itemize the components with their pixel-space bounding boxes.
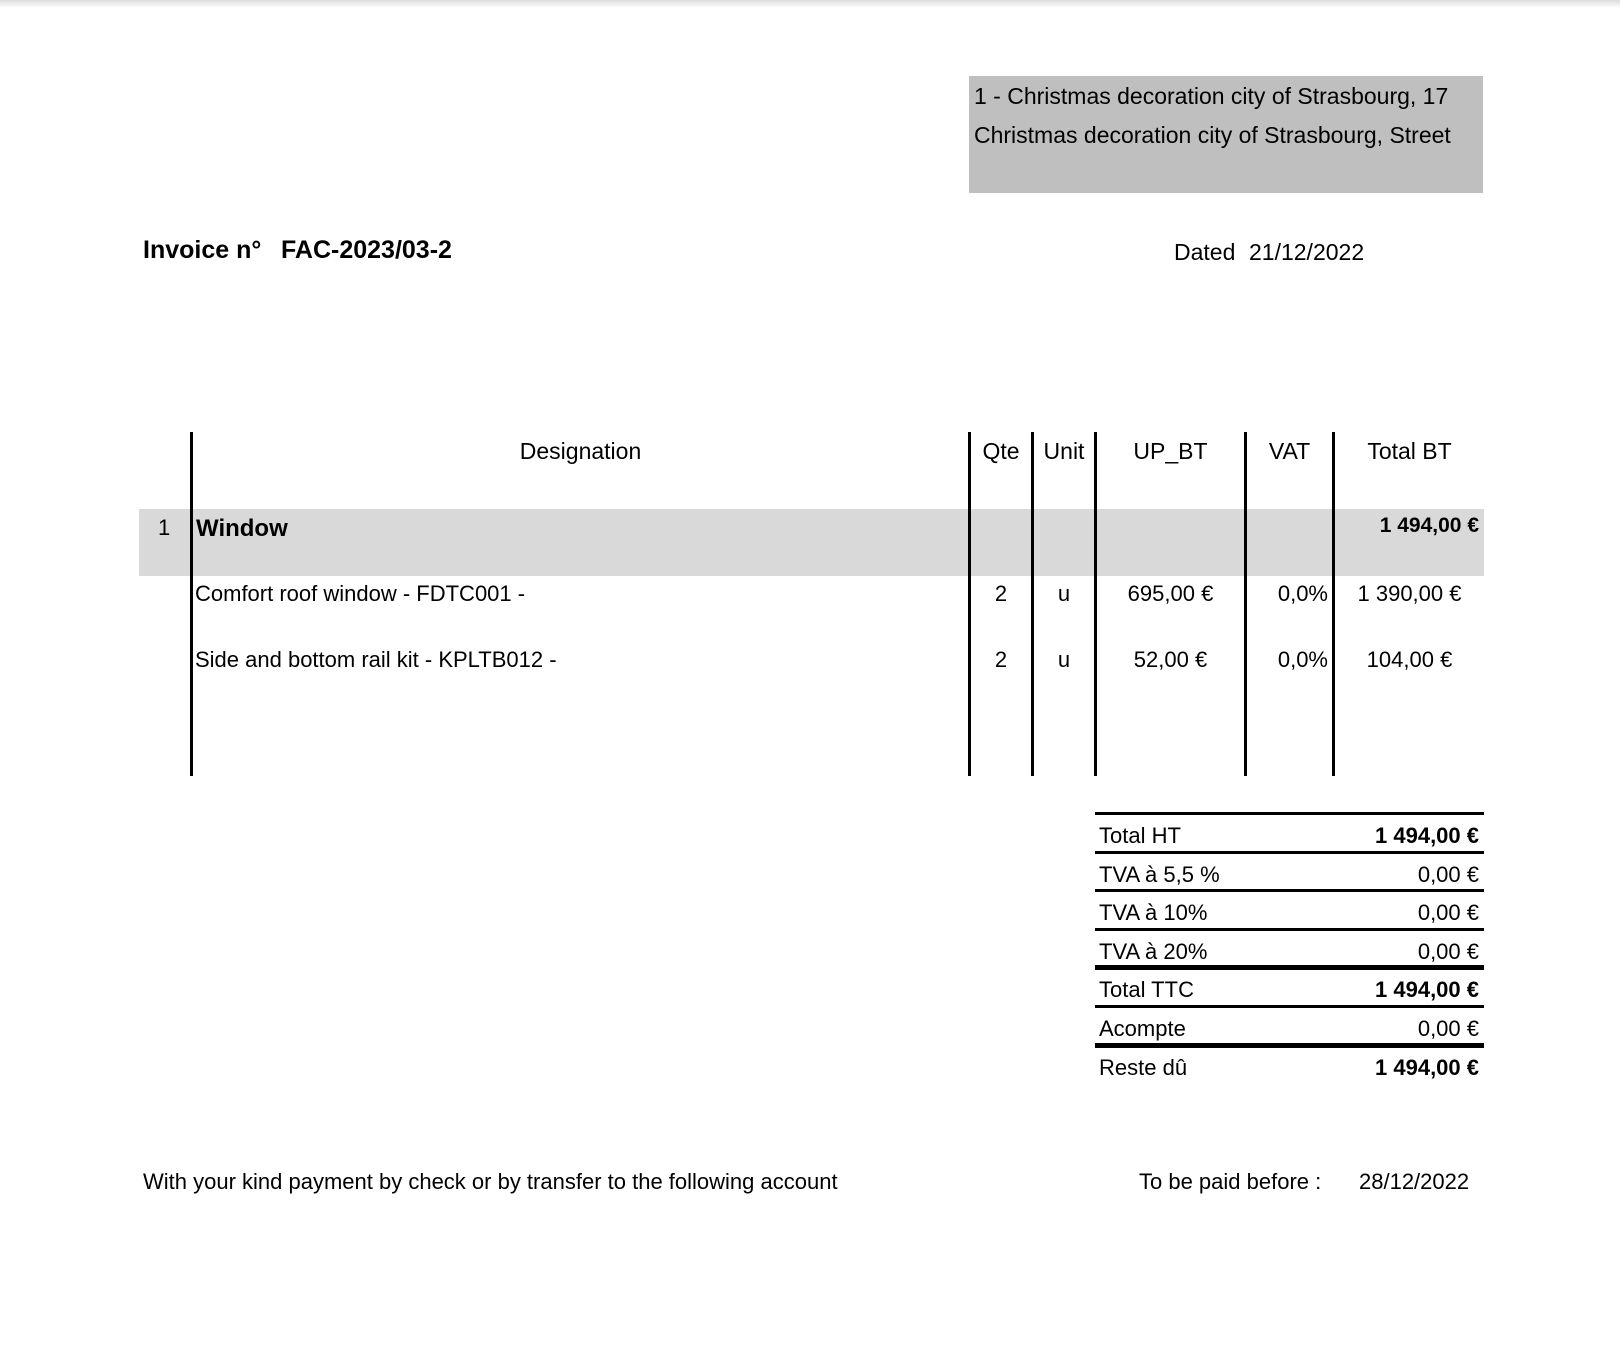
total-ttc-value: 1 494,00 €	[1375, 977, 1479, 1002]
tva-20-value: 0,00 €	[1417, 939, 1479, 964]
tva-10-value: 0,00 €	[1417, 900, 1479, 925]
totals-rule	[1095, 889, 1484, 892]
total-ht-value: 1 494,00 €	[1375, 823, 1479, 848]
item-up-bt: 695,00 €	[1127, 581, 1214, 606]
item-unit: u	[1057, 581, 1071, 606]
header-vat: VAT	[1268, 438, 1311, 464]
header-total-bt: Total BT	[1367, 438, 1452, 464]
reste-du-value: 1 494,00 €	[1375, 1055, 1479, 1080]
column-divider	[190, 432, 193, 776]
total-ttc-label: Total TTC	[1099, 977, 1194, 1002]
client-address-line-2: Christmas decoration city of Strasbourg, Street	[974, 122, 1451, 148]
due-date: 28/12/2022	[1359, 1169, 1470, 1194]
header-up-bt: UP_BT	[1133, 438, 1208, 464]
item-vat: 0,0%	[1277, 647, 1328, 672]
section-title: Window	[196, 515, 288, 542]
tva-10-label: TVA à 10%	[1099, 900, 1208, 925]
totals-rule	[1095, 812, 1484, 815]
reste-du-label: Reste dû	[1099, 1055, 1188, 1080]
section-total: 1 494,00 €	[1379, 514, 1479, 537]
item-total-bt: 1 390,00 €	[1357, 581, 1462, 606]
payment-instructions: With your kind payment by check or by transfer to the following account	[143, 1169, 838, 1194]
header-qte: Qte	[982, 438, 1020, 464]
acompte-label: Acompte	[1099, 1016, 1186, 1041]
item-designation: Comfort roof window - FDTC001 -	[195, 581, 526, 606]
tva-5-5-value: 0,00 €	[1417, 862, 1479, 887]
invoice-date: 21/12/2022	[1249, 239, 1365, 265]
due-date-label: To be paid before :	[1139, 1169, 1322, 1194]
item-qte: 2	[994, 581, 1008, 606]
item-designation: Side and bottom rail kit - KPLTB012 -	[195, 647, 557, 672]
totals-rule-thick	[1095, 1043, 1484, 1048]
tva-20-label: TVA à 20%	[1099, 939, 1208, 964]
item-vat: 0,0%	[1277, 581, 1328, 606]
invoice-number: FAC-2023/03-2	[281, 236, 452, 264]
client-address-block	[969, 76, 1483, 193]
section-index: 1	[158, 515, 171, 540]
invoice-date-label: Dated	[1174, 239, 1236, 265]
item-qte: 2	[994, 647, 1008, 672]
column-divider	[1244, 432, 1247, 776]
totals-rule	[1095, 851, 1484, 854]
section-row-background	[139, 509, 1484, 576]
header-designation: Designation	[519, 438, 642, 464]
item-unit: u	[1057, 647, 1071, 672]
client-address-line-1: 1 - Christmas decoration city of Strasbourg, 17	[974, 83, 1449, 109]
total-ht-label: Total HT	[1099, 823, 1181, 848]
acompte-value: 0,00 €	[1417, 1016, 1479, 1041]
item-total-bt: 104,00 €	[1366, 647, 1453, 672]
totals-rule	[1095, 928, 1484, 931]
item-up-bt: 52,00 €	[1133, 647, 1208, 672]
invoice-number-label: Invoice n°	[143, 236, 262, 264]
page-top-shadow	[0, 0, 1620, 8]
totals-rule-thick	[1095, 965, 1484, 970]
totals-rule	[1095, 1005, 1484, 1008]
tva-5-5-label: TVA à 5,5 %	[1099, 862, 1220, 887]
header-unit: Unit	[1043, 438, 1085, 464]
